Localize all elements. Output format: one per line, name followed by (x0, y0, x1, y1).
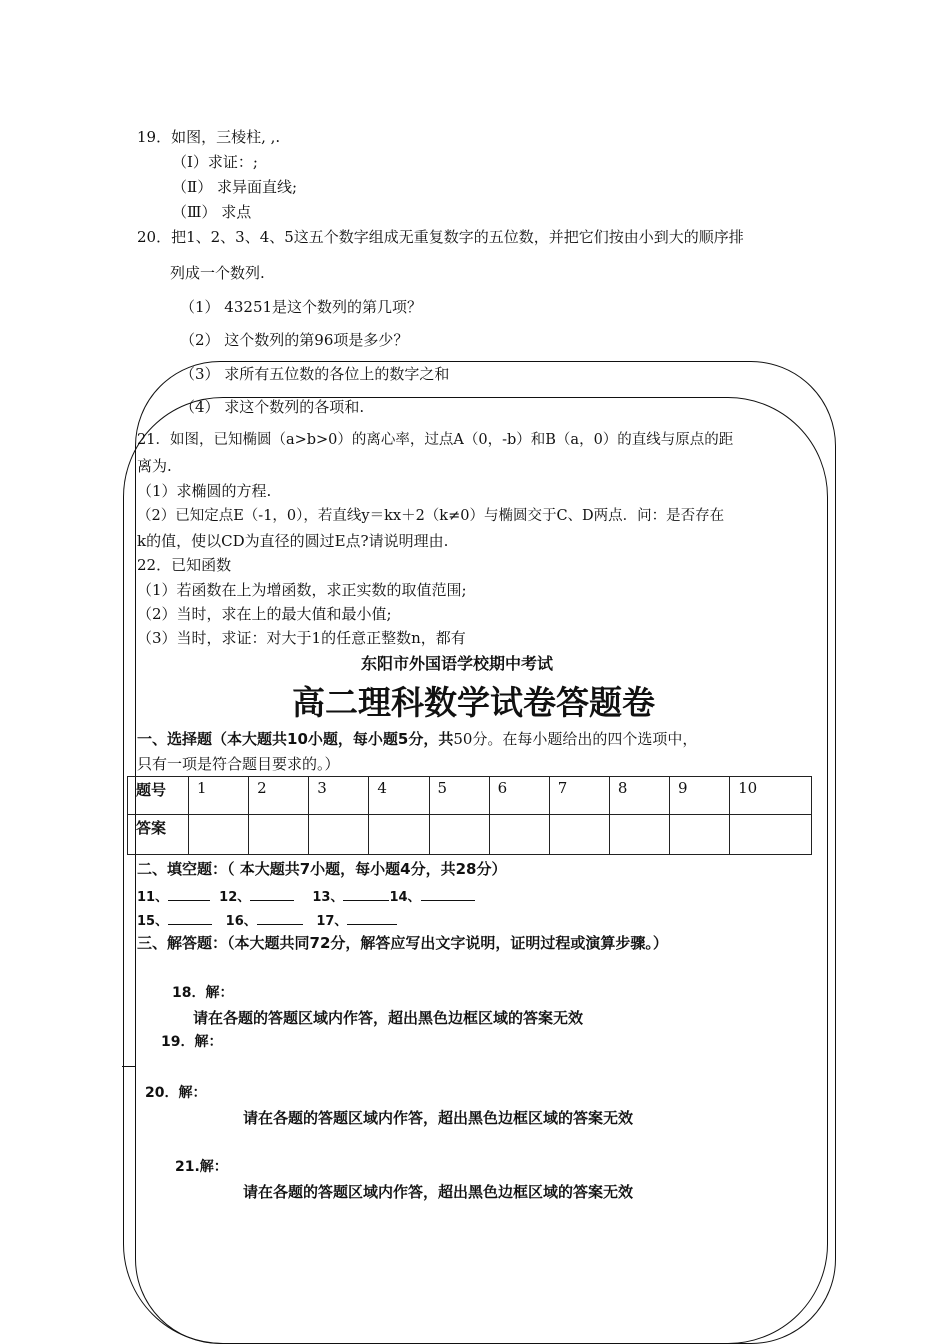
blank-15[interactable] (168, 910, 212, 925)
answer-cell-10[interactable] (730, 815, 812, 855)
answer-18-label: 18．解： (172, 985, 234, 1001)
blank-17[interactable] (347, 910, 397, 925)
q22-part-2: （2）当时，求在上的最大值和最小值; (137, 605, 392, 623)
q21-part-2a: （2）已知定点E（-1，0），若直线y＝kx＋2（k≠0）与椭圆交于C、D两点．问：是否存在 (137, 508, 725, 524)
section1-bold: 一、选择题（本大题共10小题，每小题5分，共 (137, 730, 454, 748)
q19-stem: 19．如图，三棱柱, ,. (137, 128, 281, 146)
q20-stem: 20．把1、2、3、4、5这五个数字组成无重复数字的五位数，并把它们按由小到大的顺序排 (137, 228, 744, 246)
blank-label-16: 16、 (225, 914, 257, 929)
section1-rest: 50分。在每小题给出的四个选项中， (453, 730, 698, 748)
section1-line-2: 只有一项是符合题目要求的。） (137, 755, 340, 773)
answer-21-label: 21.解： (175, 1159, 228, 1175)
table-cell-number: 7 (549, 777, 609, 815)
answer-cell-1[interactable] (189, 815, 249, 855)
answer-cell-2[interactable] (249, 815, 309, 855)
q20-stem-cont: 列成一个数列. (170, 264, 265, 282)
q22-part-1: （1）若函数在上为增函数，求正实数的取值范围; (137, 581, 467, 599)
q21-line-1: 21．如图，已知椭圆（a>b>0）的离心率，过点A（0，-b）和B（a，0）的直线与原点的距 (137, 432, 734, 448)
blank-row-1 (137, 886, 475, 907)
section1-line-1 (137, 730, 697, 748)
sheet-title: 高二理科数学试卷答题卷 (292, 683, 655, 722)
table-row-answers (128, 815, 812, 855)
blank-14[interactable] (421, 886, 475, 901)
answer-cell-9[interactable] (670, 815, 730, 855)
q20-part-3: （3） 求所有五位数的各位上的数字之和 (180, 365, 450, 383)
table-cell-number: 6 (489, 777, 549, 815)
table-cell-number: 9 (670, 777, 730, 815)
q20-part-4: （4） 求这个数列的各项和. (180, 398, 365, 416)
section3-title: 三、解答题：（本大题共同72分，解答应写出文字说明，证明过程或演算步骤。） (137, 934, 668, 952)
q19-part-3: （Ⅲ） 求点 (172, 203, 252, 221)
blank-16[interactable] (257, 910, 303, 925)
q21-part-1: （1）求椭圆的方程. (137, 482, 272, 500)
table-row-numbers (128, 777, 812, 815)
notice-2: 请在各题的答题区域内作答，超出黑色边框区域的答案无效 (243, 1109, 634, 1127)
q21-part-2b: k的值，使以CD为直径的圆过E点?请说明理由. (137, 532, 449, 550)
row-label-answer: 答案 (128, 815, 189, 855)
table-cell-number: 8 (609, 777, 669, 815)
notice-1: 请在各题的答题区域内作答，超出黑色边框区域的答案无效 (193, 1009, 584, 1027)
answer-cell-3[interactable] (309, 815, 369, 855)
blank-label-15: 15、 (137, 914, 169, 929)
answer-cell-8[interactable] (609, 815, 669, 855)
notice-3: 请在各题的答题区域内作答，超出黑色边框区域的答案无效 (243, 1183, 634, 1201)
blank-label-17: 17、 (316, 914, 348, 929)
blank-13[interactable] (343, 886, 389, 901)
q20-part-2: （2） 这个数列的第96项是多少？ (180, 331, 409, 349)
choice-answer-table (127, 776, 812, 855)
blank-row-2 (137, 910, 397, 931)
answer-19-label: 19．解： (161, 1034, 223, 1050)
answer-20-label: 20．解： (145, 1085, 207, 1101)
blank-12[interactable] (250, 886, 294, 901)
q21-line-2: 离为. (137, 457, 172, 475)
blank-11[interactable] (168, 886, 210, 901)
answer-cell-4[interactable] (369, 815, 429, 855)
blank-label-11: 11、 (137, 890, 169, 905)
margin-tick (122, 1066, 136, 1067)
blank-label-13: 13、 (312, 890, 344, 905)
blank-label-14: 14、 (389, 890, 421, 905)
table-cell-number: 3 (309, 777, 369, 815)
table-cell-number: 1 (189, 777, 249, 815)
answer-cell-5[interactable] (429, 815, 489, 855)
blank-label-12: 12、 (219, 890, 251, 905)
answer-cell-7[interactable] (549, 815, 609, 855)
table-cell-number: 5 (429, 777, 489, 815)
school-name: 东阳市外国语学校期中考试 (361, 654, 554, 673)
q20-part-1: （1） 43251是这个数列的第几项？ (180, 298, 423, 316)
table-cell-number: 4 (369, 777, 429, 815)
q19-part-1: （Ⅰ）求证：; (172, 153, 258, 171)
q22-stem: 22．已知函数 (137, 556, 232, 574)
q22-part-3: （3）当时，求证：对大于1的任意正整数n，都有 (137, 629, 466, 647)
table-cell-number: 10 (730, 777, 812, 815)
q19-part-2: （Ⅱ） 求异面直线; (172, 178, 298, 196)
answer-cell-6[interactable] (489, 815, 549, 855)
table-cell-number: 2 (249, 777, 309, 815)
row-label-number: 题号 (128, 777, 189, 815)
section2-title: 二、填空题：（ 本大题共7小题，每小题4分，共28分） (137, 860, 507, 878)
